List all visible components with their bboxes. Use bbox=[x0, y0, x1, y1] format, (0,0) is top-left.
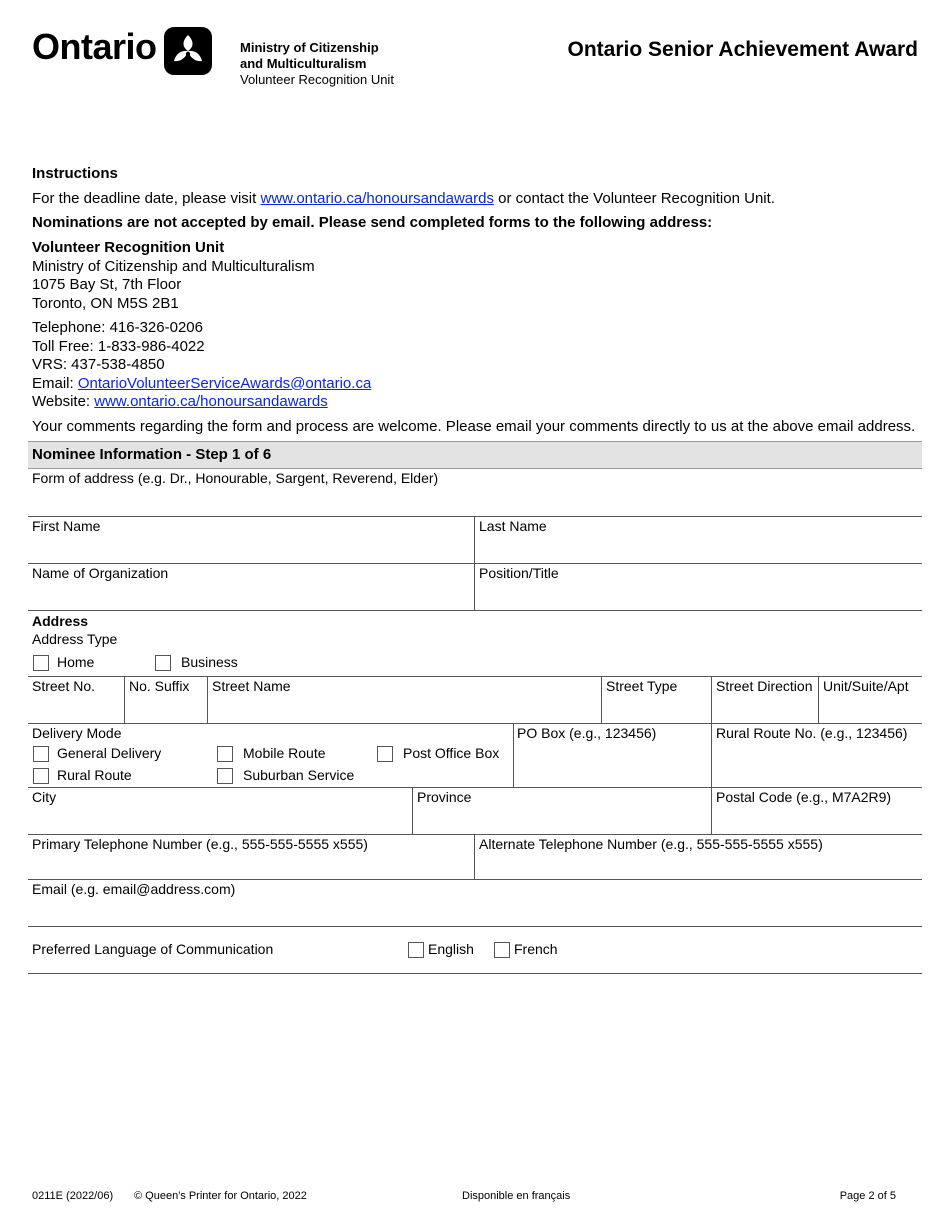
organization-field[interactable]: Name of Organization bbox=[32, 565, 169, 581]
postal-code-field[interactable]: Postal Code (e.g., M7A2R9) bbox=[716, 789, 892, 805]
last-name-field[interactable]: Last Name bbox=[479, 518, 547, 534]
english-checkbox[interactable] bbox=[408, 942, 424, 958]
honours-awards-link[interactable]: www.ontario.ca/honoursandawards bbox=[260, 190, 494, 207]
comments-text: Your comments regarding the form and process are welcome. Please email your comments directly to us at the above email address. bbox=[32, 418, 916, 435]
address-title: Volunteer Recognition Unit bbox=[32, 239, 225, 256]
deadline-prefix: For the deadline date, please visit bbox=[32, 190, 261, 207]
mailing-address bbox=[32, 239, 315, 313]
email-line bbox=[32, 375, 371, 394]
city-field[interactable]: City bbox=[32, 789, 57, 805]
post-office-box-checkbox[interactable] bbox=[377, 746, 393, 762]
rural-route-label: Rural Route bbox=[57, 767, 132, 783]
ontario-logo-text: Ontario bbox=[32, 26, 157, 67]
post-office-box-label: Post Office Box bbox=[403, 745, 500, 761]
business-label: Business bbox=[181, 654, 238, 670]
website-link[interactable]: www.ontario.ca/honoursandawards bbox=[94, 393, 328, 410]
unit-name: Volunteer Recognition Unit bbox=[240, 72, 394, 87]
mobile-route-checkbox[interactable] bbox=[217, 746, 233, 762]
toll-free: Toll Free: 1-833-986-4022 bbox=[32, 337, 205, 355]
unit-field[interactable]: Unit/Suite/Apt bbox=[823, 678, 909, 694]
position-title-field[interactable]: Position/Title bbox=[479, 565, 559, 581]
email-link[interactable]: OntarioVolunteerServiceAwards@ontario.ca bbox=[77, 374, 372, 392]
french-available: Disponible en français bbox=[462, 1190, 571, 1202]
trillium-logo-icon bbox=[164, 27, 212, 75]
no-suffix-field[interactable]: No. Suffix bbox=[129, 678, 190, 694]
ministry-name-line2: and Multiculturalism bbox=[240, 56, 367, 71]
home-label: Home bbox=[57, 654, 95, 670]
english-label: English bbox=[428, 941, 474, 957]
general-delivery-checkbox[interactable] bbox=[33, 746, 49, 762]
no-email-notice: Nominations are not accepted by email. Please send completed forms to the following address: bbox=[32, 214, 713, 231]
form-title: Ontario Senior Achievement Award bbox=[567, 38, 918, 61]
address-line2: 1075 Bay St, 7th Floor bbox=[32, 276, 182, 293]
delivery-mode-label: Delivery Mode bbox=[32, 725, 122, 741]
general-delivery-label: General Delivery bbox=[57, 745, 162, 761]
copyright: © Queen's Printer for Ontario, 2022 bbox=[134, 1190, 307, 1202]
email-label: Email: bbox=[32, 374, 78, 392]
page-number: Page 2 of 5 bbox=[839, 1190, 896, 1202]
telephone: Telephone: 416-326-0206 bbox=[32, 319, 203, 336]
deadline-suffix: or contact the Volunteer Recognition Unit. bbox=[493, 190, 775, 207]
province-field[interactable]: Province bbox=[417, 789, 472, 805]
street-no-field[interactable]: Street No. bbox=[32, 678, 96, 694]
alternate-phone-field[interactable]: Alternate Telephone Number (e.g., 555-555-5555 x555) bbox=[479, 836, 823, 852]
street-name-field[interactable]: Street Name bbox=[212, 678, 291, 694]
address-type-label: Address Type bbox=[32, 631, 118, 647]
first-name-field[interactable]: First Name bbox=[32, 518, 101, 534]
website-line bbox=[32, 393, 371, 412]
po-box-field[interactable]: PO Box (e.g., 123456) bbox=[517, 725, 657, 741]
french-checkbox[interactable] bbox=[494, 942, 510, 958]
contact-block bbox=[32, 319, 371, 412]
address-line3: Toronto, ON M5S 2B1 bbox=[32, 294, 179, 312]
section-title: Nominee Information - Step 1 of 6 bbox=[32, 446, 272, 463]
email-field[interactable]: Email (e.g. email@address.com) bbox=[32, 881, 236, 897]
vrs: VRS: 437-538-4850 bbox=[32, 356, 165, 373]
primary-phone-field[interactable]: Primary Telephone Number (e.g., 555-555-5555 x555) bbox=[32, 836, 368, 852]
preferred-language-label: Preferred Language of Communication bbox=[32, 941, 274, 957]
section-header bbox=[28, 441, 922, 469]
mobile-route-label: Mobile Route bbox=[243, 745, 326, 761]
french-label: French bbox=[514, 941, 558, 957]
deadline-text bbox=[32, 190, 775, 207]
rural-route-checkbox[interactable] bbox=[33, 768, 49, 784]
ministry-name-line1: Ministry of Citizenship bbox=[240, 40, 379, 55]
business-checkbox[interactable] bbox=[155, 655, 171, 671]
address-heading: Address bbox=[32, 613, 89, 629]
rural-route-no-field[interactable]: Rural Route No. (e.g., 123456) bbox=[716, 725, 908, 741]
instructions-heading: Instructions bbox=[32, 165, 118, 182]
suburban-service-label: Suburban Service bbox=[243, 767, 355, 783]
suburban-service-checkbox[interactable] bbox=[217, 768, 233, 784]
website-label: Website: bbox=[32, 393, 95, 410]
form-number: 0211E (2022/06) bbox=[32, 1190, 114, 1202]
form-of-address-field[interactable]: Form of address (e.g. Dr., Honourable, Sargent, Reverend, Elder) bbox=[32, 470, 439, 486]
street-direction-field[interactable]: Street Direction bbox=[716, 678, 813, 694]
street-type-field[interactable]: Street Type bbox=[606, 678, 678, 694]
home-checkbox[interactable] bbox=[33, 655, 49, 671]
address-line1: Ministry of Citizenship and Multiculturalism bbox=[32, 257, 315, 275]
ministry-block bbox=[240, 40, 394, 88]
